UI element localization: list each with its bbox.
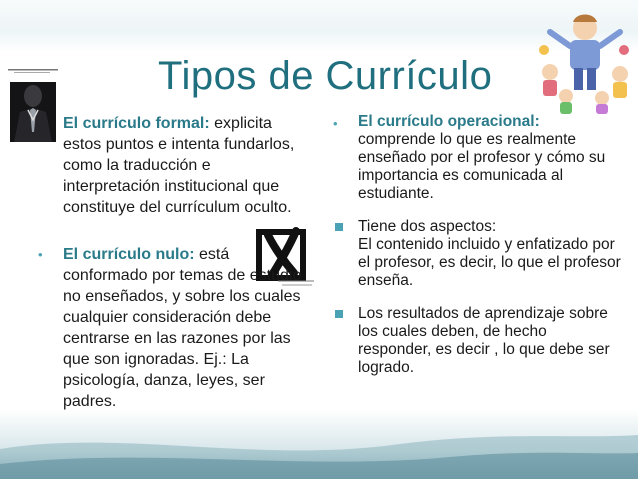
null-curriculum-body: conformado por temas de estudio no enseñados, y sobre los cuales cualquier consideración debe centrarse en las razones por las que son ignoradas. Ej.: La psicología, danza, leyes, ser padres. [63, 267, 302, 410]
null-curriculum-text [63, 244, 308, 412]
two-aspects-body: El contenido incluido y enfatizado por el profesor, es decir, lo que el profesor enseña. [358, 236, 621, 289]
spacer [333, 203, 623, 218]
learning-results-text: Los resultados de aprendizaje sobre los cuales deben, de hecho responder, es decir , lo que debe ser logrado. [358, 305, 610, 376]
bottom-wave-decoration [0, 409, 638, 479]
thumb-caption-lines [8, 68, 58, 74]
formal-curriculum-body: estos puntos e intenta fundarlos, como la traducción e interpretación institucional que constituye del currículum oculto. [63, 136, 295, 216]
operational-curriculum-text [358, 113, 623, 203]
learning-results-item [333, 305, 623, 377]
null-curriculum-body-first: está [194, 246, 230, 263]
left-column [38, 113, 308, 412]
two-aspects-item [333, 218, 623, 290]
bullet-icon: • [38, 247, 43, 262]
bullet-icon: • [333, 116, 338, 131]
formal-curriculum-item [38, 113, 308, 218]
formal-curriculum-body-first: explicita [209, 115, 272, 132]
operational-curriculum-heading: El currículo operacional: [358, 113, 540, 130]
square-bullet-icon [335, 310, 343, 318]
two-aspects-heading: Tiene dos aspectos: [358, 218, 497, 235]
right-column [333, 113, 623, 377]
slide-title: Tipos de Currículo [158, 54, 493, 98]
operational-curriculum-body: comprende lo que es realmente enseñado por el profesor y cómo su importancia es comunicada al estudiante. [358, 131, 606, 202]
formal-curriculum-text [63, 113, 308, 218]
operational-curriculum-item [333, 113, 623, 203]
two-aspects-text [358, 218, 623, 290]
spacer [333, 290, 623, 305]
null-curriculum-heading: El currículo nulo: [63, 246, 195, 263]
children-clipart-image [536, 10, 634, 114]
spacer [38, 218, 308, 244]
formal-curriculum-heading: El currículo formal: [63, 115, 210, 132]
null-curriculum-item [38, 244, 308, 412]
square-bullet-icon [335, 223, 343, 231]
